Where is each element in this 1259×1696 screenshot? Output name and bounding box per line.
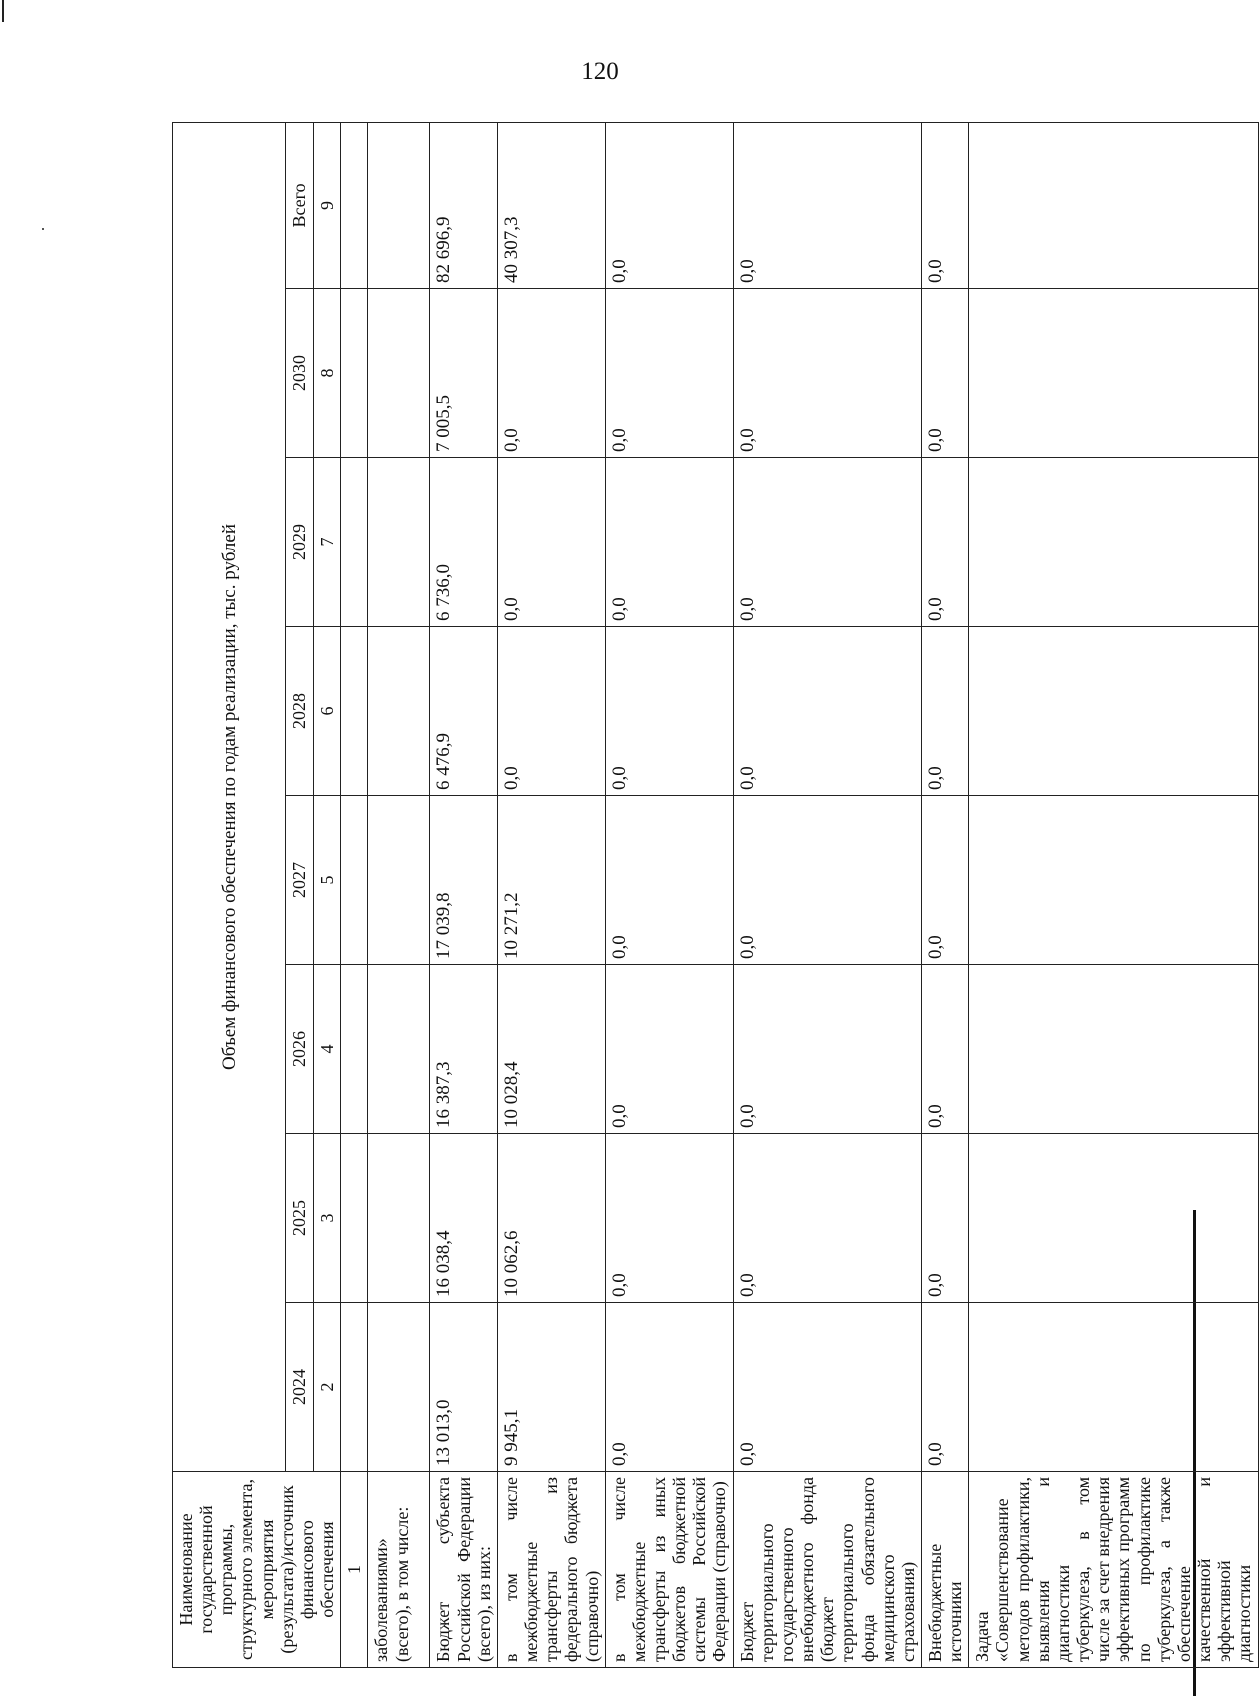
year-header: 2027 bbox=[286, 796, 313, 965]
table-row bbox=[922, 122, 969, 1667]
column-number-spacer bbox=[341, 458, 368, 627]
cell-value: 0,0 bbox=[922, 627, 969, 796]
cell-value: 0,0 bbox=[922, 1134, 969, 1303]
cell-value: 17 039,8 bbox=[430, 796, 497, 965]
table-row bbox=[605, 122, 733, 1667]
column-number: 4 bbox=[313, 965, 340, 1134]
cell-value: 0,0 bbox=[497, 627, 605, 796]
cell-value bbox=[368, 1303, 430, 1472]
column-number-spacer bbox=[341, 289, 368, 458]
cell-value bbox=[969, 965, 1258, 1134]
cell-value: 0,0 bbox=[733, 627, 921, 796]
cell-value: 0,0 bbox=[605, 289, 733, 458]
year-header: 2030 bbox=[286, 289, 313, 458]
cell-value: 16 038,4 bbox=[430, 1134, 497, 1303]
column-number-spacer bbox=[341, 965, 368, 1134]
column-number: 1 bbox=[341, 1472, 368, 1668]
table-row bbox=[733, 122, 921, 1667]
column-number-spacer bbox=[341, 796, 368, 965]
column-number-spacer bbox=[341, 1303, 368, 1472]
column-number: 8 bbox=[313, 289, 340, 458]
cell-value: 0,0 bbox=[733, 458, 921, 627]
column-number: 5 bbox=[313, 796, 340, 965]
cell-value bbox=[969, 458, 1258, 627]
table-row bbox=[969, 122, 1258, 1667]
cell-value: 0,0 bbox=[605, 627, 733, 796]
cell-value bbox=[969, 122, 1258, 288]
cell-value bbox=[368, 1134, 430, 1303]
row-label: заболеваниями» (всего), в том числе: bbox=[368, 1472, 430, 1668]
column-number: 7 bbox=[313, 458, 340, 627]
cell-value bbox=[368, 796, 430, 965]
table-row bbox=[368, 122, 430, 1667]
cell-value bbox=[368, 458, 430, 627]
column-number-spacer bbox=[341, 627, 368, 796]
cell-value bbox=[368, 289, 430, 458]
column-number: 9 bbox=[313, 122, 340, 288]
cell-value: 10 028,4 bbox=[497, 965, 605, 1134]
cell-value bbox=[969, 796, 1258, 965]
header-source-column: Наименование государственной программы, структурного элемента, мероприятия (результата)/источник финансового обеспечения bbox=[173, 1472, 341, 1668]
cell-value bbox=[969, 1134, 1258, 1303]
year-header: 2025 bbox=[286, 1134, 313, 1303]
cell-value: 0,0 bbox=[922, 122, 969, 288]
cell-value: 0,0 bbox=[922, 289, 969, 458]
row-label: Внебюджетные источники bbox=[922, 1472, 969, 1668]
year-header: 2028 bbox=[286, 627, 313, 796]
table-row bbox=[430, 122, 497, 1667]
cell-value: 0,0 bbox=[497, 289, 605, 458]
year-header: 2024 bbox=[286, 1303, 313, 1472]
cell-value: 0,0 bbox=[733, 1303, 921, 1472]
cell-value: 16 387,3 bbox=[430, 965, 497, 1134]
cell-value: 40 307,3 bbox=[497, 122, 605, 288]
cell-value: 10 271,2 bbox=[497, 796, 605, 965]
cell-value: 0,0 bbox=[605, 965, 733, 1134]
column-number: 6 bbox=[313, 627, 340, 796]
cell-value: 0,0 bbox=[605, 1134, 733, 1303]
cell-value: 9 945,1 bbox=[497, 1303, 605, 1472]
header-row-numbers-partial bbox=[313, 122, 340, 1667]
header-row-main bbox=[173, 122, 286, 1667]
header-row-years bbox=[286, 122, 313, 1667]
table-row bbox=[497, 122, 605, 1667]
cell-value: 13 013,0 bbox=[430, 1303, 497, 1472]
cell-value bbox=[368, 965, 430, 1134]
column-number-spacer bbox=[341, 1134, 368, 1303]
cell-value: 0,0 bbox=[922, 965, 969, 1134]
cell-value: 0,0 bbox=[733, 1134, 921, 1303]
cell-value: 0,0 bbox=[605, 796, 733, 965]
cell-value: 7 005,5 bbox=[430, 289, 497, 458]
row-label: Бюджет субъекта Российской Федерации (всего), из них: bbox=[430, 1472, 497, 1668]
row-label: в том числе межбюджетные трансферты из иных бюджетов бюджетной системы Российской Федерации (справочно) bbox=[605, 1472, 733, 1668]
year-header: 2029 bbox=[286, 458, 313, 627]
financing-table bbox=[172, 122, 1259, 1668]
cell-value: 0,0 bbox=[733, 289, 921, 458]
cell-value: 10 062,6 bbox=[497, 1134, 605, 1303]
cell-value: 0,0 bbox=[922, 458, 969, 627]
column-number: 2 bbox=[313, 1303, 340, 1472]
cell-value: 6 476,9 bbox=[430, 627, 497, 796]
column-number-spacer bbox=[341, 122, 368, 288]
header-row-col1-number bbox=[341, 122, 368, 1667]
cell-value: 0,0 bbox=[497, 458, 605, 627]
row-label: Бюджет территориального государственного внебюджетного фонда (бюджет территориального фонда обязательного медицинского страхования) bbox=[733, 1472, 921, 1668]
cell-value: 0,0 bbox=[605, 122, 733, 288]
cell-value: 0,0 bbox=[605, 458, 733, 627]
cell-value bbox=[368, 122, 430, 288]
cell-value: 6 736,0 bbox=[430, 458, 497, 627]
cell-value: 82 696,9 bbox=[430, 122, 497, 288]
scan-edge-mark bbox=[2, 0, 4, 22]
column-number: 3 bbox=[313, 1134, 340, 1303]
cell-value bbox=[368, 627, 430, 796]
total-header: Всего bbox=[286, 122, 313, 288]
year-header: 2026 bbox=[286, 965, 313, 1134]
cell-value bbox=[969, 1303, 1258, 1472]
row-label: Задача «Совершенствование методов профилактики, выявления и диагностики туберкулеза, в том числе за счет внедрения эффективных программ по профилактике туберкулеза, а также обеспечение качественной и эффективной диагностики bbox=[969, 1472, 1258, 1668]
cell-value bbox=[969, 627, 1258, 796]
cell-value: 0,0 bbox=[733, 796, 921, 965]
cell-value bbox=[969, 289, 1258, 458]
row-label: в том числе межбюджетные трансферты из федерального бюджета (справочно) bbox=[497, 1472, 605, 1668]
rotated-table-container bbox=[172, 123, 1255, 1668]
cell-value: 0,0 bbox=[922, 1303, 969, 1472]
cell-value: 0,0 bbox=[922, 796, 969, 965]
page-number: 120 bbox=[581, 58, 619, 85]
cell-value: 0,0 bbox=[733, 122, 921, 288]
scan-speck bbox=[42, 228, 44, 230]
header-volume: Объем финансового обеспечения по годам реализации, тыс. рублей bbox=[173, 122, 286, 1471]
cell-value: 0,0 bbox=[733, 965, 921, 1134]
cell-value: 0,0 bbox=[605, 1303, 733, 1472]
